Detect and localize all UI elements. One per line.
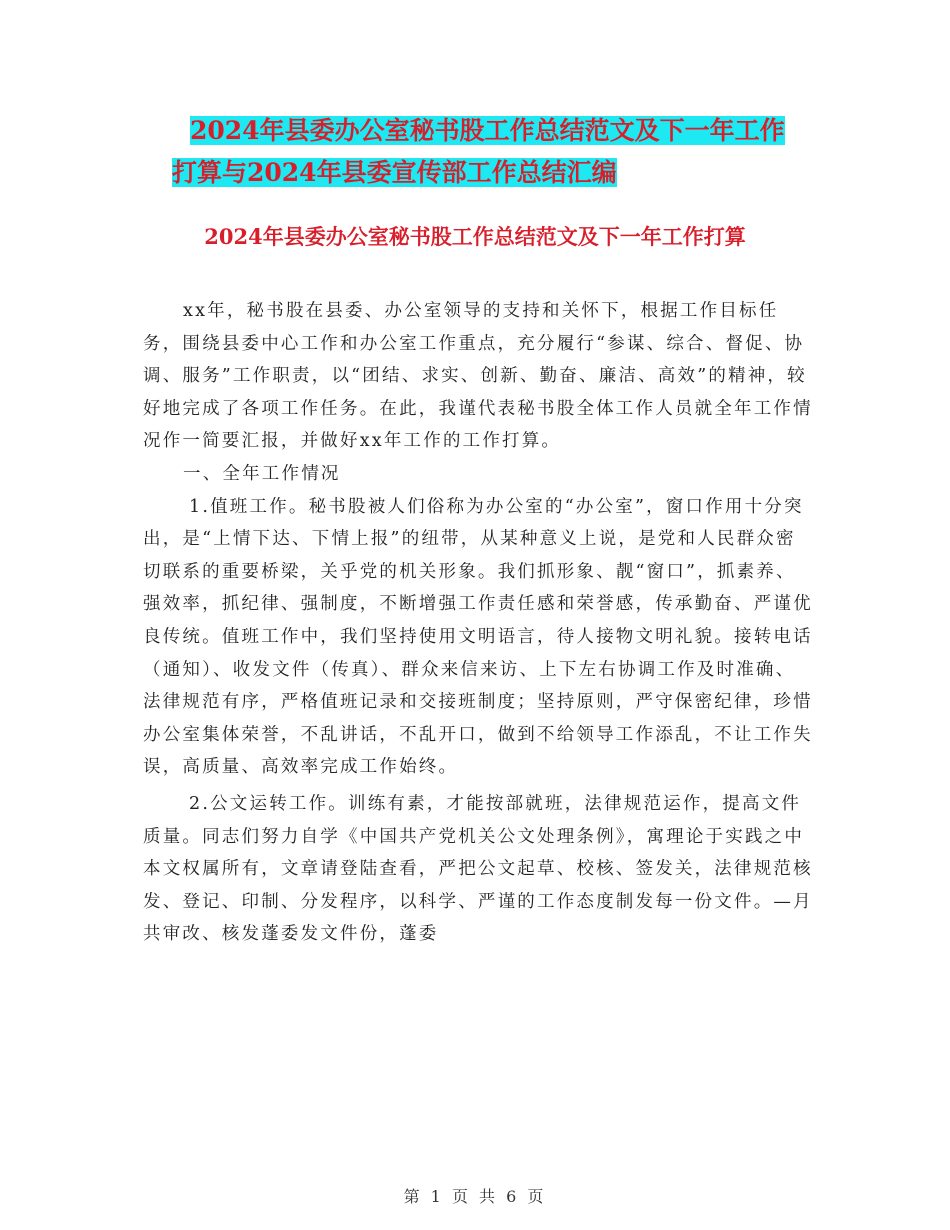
page-footer: 第 1 页 共 6 页 (403, 1187, 547, 1206)
paragraph-document-flow: 2.公文运转工作。训练有素，才能按部就班，法律规范运作，提高文件质量。同志们努力自学《中国共产党机关公文处理条例》，寓理论于实践之中本文权属所有，文章请登陆查看，严把公文起草、校核、签发关，法律规范核发、登记、印制、分发程序，以科学、严谨的工作态度制发每一份文件。—月共审改、核发蓬委发文件份，蓬委 (143, 793, 813, 945)
heading-annual-work: 一、全年工作情况 (183, 463, 341, 484)
document-title-line-2: 打算与2024年县委宣传部工作总结汇编 (172, 158, 617, 187)
document-title-line-1: 2024年县委办公室秘书股工作总结范文及下一年工作 (190, 116, 785, 145)
document-title (150, 110, 830, 194)
paragraph-intro: xx年，秘书股在县委、办公室领导的支持和关怀下，根据工作目标任务，围绕县委中心工作和办公室工作重点，充分履行“参谋、综合、督促、协调、服务”工作职责，以“团结、求实、创新、勤奋、廉洁、高效”的精神，较好地完成了各项工作任务。在此，我谨代表秘书股全体工作人员就全年工作情况作一简要汇报，并做好xx年工作的工作打算。 (143, 301, 813, 452)
section-title: 2024年县委办公室秘书股工作总结范文及下一年工作打算 (204, 224, 746, 249)
paragraph-duty-work: 1.值班工作。秘书股被人们俗称为办公室的“办公室”，窗口作用十分突出，是“上情下达、下情上报”的纽带，从某种意义上说，是党和人民群众密切联系的重要桥梁，关乎党的机关形象。我们抓形象、靓“窗口”，抓素养、强效率，抓纪律、强制度，不断增强工作责任感和荣誉感，传承勤奋、严谨优良传统。值班工作中，我们坚持使用文明语言，待人接物文明礼貌。接转电话（通知）、收发文件（传真）、群众来信来访、上下左右协调工作及时准确、法律规范有序，严格值班记录和交接班制度；坚持原则，严守保密纪律，珍惜办公室集体荣誉，不乱讲话，不乱开口，做到不给领导工作添乱，不让工作失误，高质量、高效率完成工作始终。 (143, 496, 813, 778)
document-body (143, 295, 813, 951)
